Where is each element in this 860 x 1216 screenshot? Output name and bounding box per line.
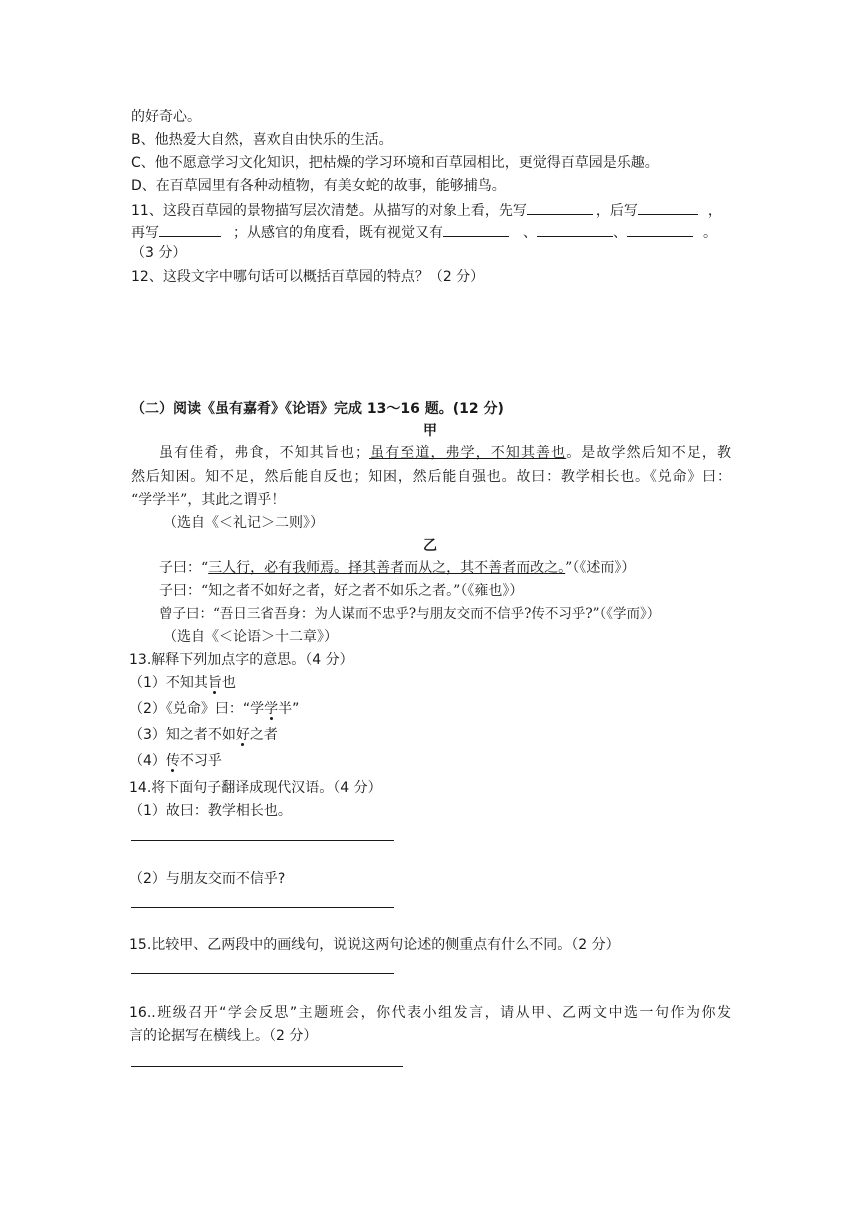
q16-line2: 言的论据写在横线上。（2 分） [129,1028,318,1044]
item-text: （2）《兑命》曰：“学 [129,701,265,717]
q11-text: 11、这段百草园的景物描写层次清楚。从描写的对象上看，先写 [131,203,527,219]
q10-option-b: B、他热爱大自然，喜欢自由快乐的生活。 [131,132,393,148]
answer-blank[interactable] [159,221,221,237]
q14-sentence-2: （2）与朋友交而不信乎? [129,871,286,887]
q10-tail: 的好奇心。 [131,109,201,125]
section-heading: （二）阅读《虽有嘉肴》《论语》完成 13～16 题。(12 分) [131,401,504,417]
passage-yi-line3: 曾子曰：“吾日三省吾身：为人谋而不忠乎?与朋友交而不信乎?传不习乎?”（《学而》） [159,606,661,622]
passage-text: ”（《述而》） [565,560,636,576]
answer-line[interactable] [131,1066,403,1067]
q14-sentence-1: （1）故曰：教学相长也。 [129,803,292,819]
item-text: 也 [221,675,236,691]
q15-question: 15.比较甲、乙两段中的画线句，说说这两句论述的侧重点有什么不同。（2 分） [129,937,620,953]
q11-text: 。 [703,225,717,241]
item-text: 半” [278,701,300,717]
q11-text: 、 [523,225,537,241]
item-text: 不习乎 [179,753,222,769]
q14-title: 14.将下面句子翻译成现代汉语。（4 分） [129,780,382,796]
passage-jia-line3: “学学半”，其此之谓乎！ [131,492,286,508]
answer-blank[interactable] [537,221,613,237]
q13-item-2 [129,699,299,719]
q13-item-1 [129,673,236,693]
answer-line[interactable] [131,973,394,974]
q11-text: 再写 [131,225,159,241]
q10-option-d: D、在百草园里有各种动植物，有美女蛇的故事，能够捕鸟。 [131,178,506,194]
q11-line2 [131,221,717,243]
underlined-sentence-jia: 虽有至道，弗学，不知其善也 [369,445,567,461]
passage-yi-label: 乙 [423,538,437,554]
q11-text: ，后写 [595,203,638,219]
passage-jia-label: 甲 [423,423,437,439]
passage-jia-line1 [159,443,731,463]
q13-title: 13.解释下列加点字的意思。（4 分） [129,652,354,668]
answer-blank[interactable] [527,199,593,215]
answer-line[interactable] [131,907,394,908]
answer-blank[interactable] [443,221,509,237]
q13-item-4 [129,751,222,771]
dotted-char: 传 [165,753,180,769]
passage-jia-source: （选自《＜礼记＞二则》） [163,515,324,531]
item-text: （3）知之者不如 [129,727,236,743]
underlined-sentence-yi: 三人行，必有我师焉。择其善者而从之，其不善者而改之。 [208,560,566,576]
q11-text: ；从感官的角度看，既有视觉又有 [233,225,443,241]
passage-jia-line2: 然后知困。知不足，然后能自反也；知困，然后能自强也。故曰：教学相长也。《兑命》曰： [131,469,731,485]
passage-text: 子曰：“ [159,560,209,576]
dotted-char: 旨 [207,675,222,691]
answer-blank[interactable] [638,199,698,215]
answer-blank[interactable] [627,221,693,237]
passage-yi-source: （选自《＜论语＞十二章》） [163,629,338,645]
passage-yi-line1 [159,558,635,578]
q11-line1 [131,199,722,221]
q13-item-3 [129,725,278,745]
q16-line1: 16..班级召开“学会反思”主题班会，你代表小组发言，请从甲、乙两文中选一句作为你发 [129,1005,731,1021]
dotted-char: 学 [264,701,279,717]
item-text: （1）不知其 [129,675,208,691]
q11-text: 、 [613,225,627,241]
q11-text: ， [707,203,722,219]
item-text: 之者 [249,727,278,743]
q10-option-c: C、他不愿意学习文化知识，把枯燥的学习环境和百草园相比，更觉得百草园是乐趣。 [131,155,659,171]
answer-line[interactable] [131,840,394,841]
q12-question: 12、这段文字中哪句话可以概括百草园的特点？（2 分） [131,269,485,285]
passage-text: 虽有佳肴，弗食，不知其旨也； [159,445,370,461]
item-text: （4） [129,753,166,769]
passage-yi-line2: 子曰：“知之者不如好之者，好之者不如乐之者。”（《雍也》） [159,583,524,599]
passage-text: 。是故学然后知不足，教 [566,445,732,461]
dotted-char: 好 [235,727,250,743]
q11-score: （3 分） [131,245,187,261]
